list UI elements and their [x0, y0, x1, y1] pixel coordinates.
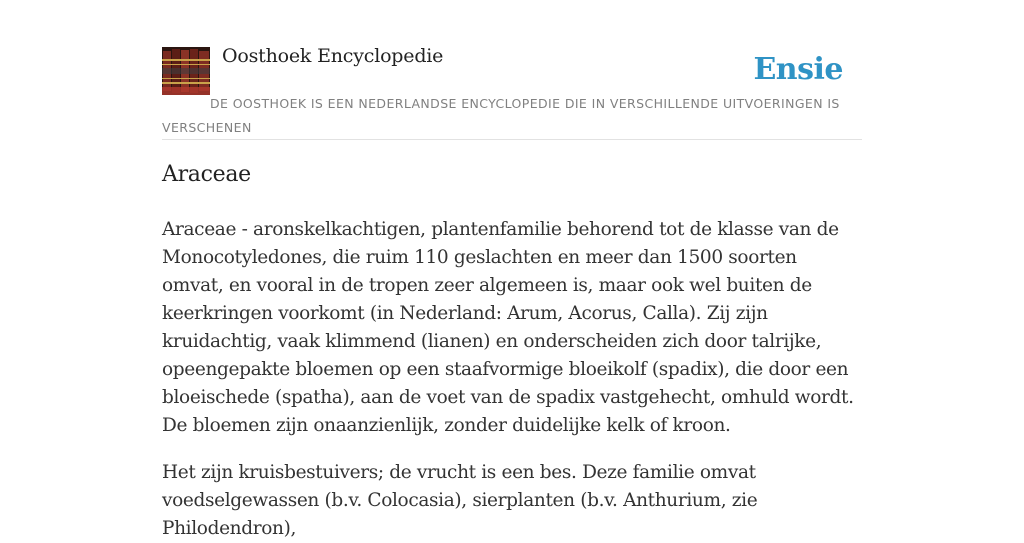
- article-paragraph: Het zijn kruisbestuivers; de vrucht is een bes. Deze familie omvat voedselgewassen (b.v. Colocasia), sierplanten (b.v. Anthurium, zie Philodendron),: [162, 462, 758, 539]
- site-tagline: DE OOSTHOEK IS EEN NEDERLANDSE ENCYCLOPEDIE DIE IN VERSCHILLENDE UITVOERINGEN IS VERSCHENEN: [162, 96, 840, 135]
- site-name[interactable]: Oosthoek Encyclopedie: [222, 45, 444, 67]
- article-paragraph: Araceae - aronskelkachtigen, plantenfamilie behorend tot de klasse van de Monocotyledones, die ruim 110 geslachten en meer dan 1500 soorten omvat, en vooral in de tropen zeer algemeen is, maar ook wel buiten de keerkringen voorkomt (in Nederland: Arum, Acorus, Calla). Zij zijn kruidachtig, vaak klimmend (lianen) en onderscheiden zich door talrijke, opeengepakte bloemen op een staafvormige bloeikolf (spadix), die door een bloeischede (spatha), aan de voet van de spadix vastgehecht, omhuld wordt. De bloemen zijn onaanzienlijk, zonder duidelijke kelk of kroon.: [162, 219, 854, 436]
- book-spines-icon: [162, 47, 210, 95]
- header-divider: [162, 139, 862, 140]
- article-title: Araceae: [162, 162, 251, 187]
- avatar[interactable]: [162, 47, 210, 95]
- brand-logo[interactable]: Ensie: [753, 52, 843, 87]
